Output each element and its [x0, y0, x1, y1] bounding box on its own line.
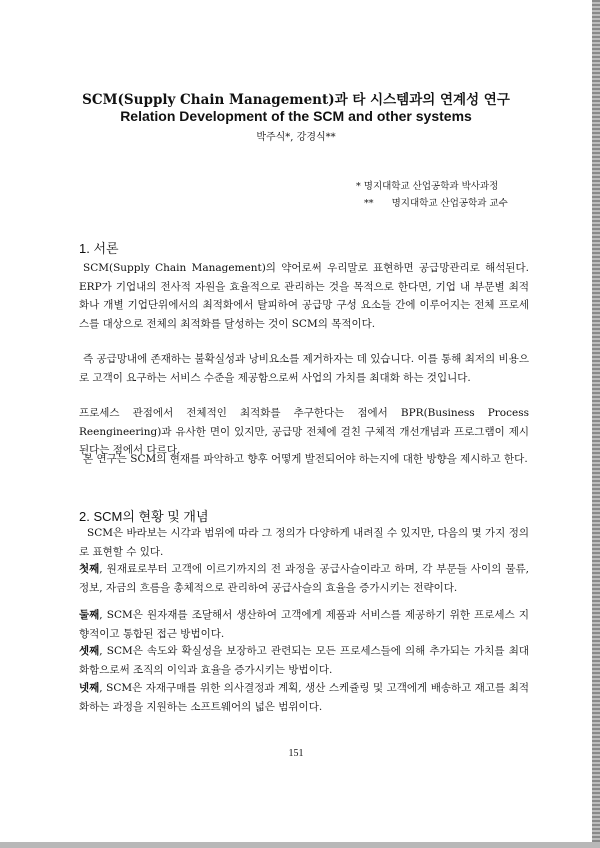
paper-title-english: Relation Development of the SCM and other systems [120, 108, 472, 124]
definition-item [79, 560, 529, 597]
definition-ordinal: 첫째 [79, 563, 100, 575]
body-paragraph: SCM(Supply Chain Management)의 약어로써 우리말로 표현하면 공급망관리로 해석된다. ERP가 기업내의 전사적 자원을 효율적으로 관리하는 것을 목적으로 한다면, 기업 내 부문별 최적화나 개별 기업단위에서의 최적화에서 탈피하여 공급망 구성 요소들 간에 이루어지는 전체 프로세스를 대상으로 전체의 최적화를 달성하는 것이 SCM의 목적이다. [79, 262, 529, 330]
definition-ordinal: 셋째 [79, 645, 100, 657]
body-paragraph: 즉 공급망내에 존재하는 불확실성과 낭비요소를 제거하자는 데 있습니다. 이를 통해 최저의 비용으로 고객이 요구하는 서비스 수준을 제공함으로써 사업의 가치를 최대화 하는 것입니다. [79, 353, 529, 384]
body-paragraph: 프로세스 관점에서 전체적인 최적화를 추구한다는 점에서 BPR(Business Process Reengineering)과 유사한 면이 있지만, 공급망 전체에 걸친 구체적 개선개념과 프로그램이 제시된다는 점에서 다르다. [79, 407, 529, 456]
section-heading-scm-status: 2. SCM의 현황 및 개념 [79, 509, 209, 524]
page-number: 151 [288, 748, 304, 759]
definition-text: , 원재료로부터 고객에 이르기까지의 전 과정을 공급사슬이라고 하며, 각 부문들 사이의 물류, 정보, 자금의 흐름을 총체적으로 관리하여 공급사슬의 효율을 증가시키는 전략이다. [79, 563, 529, 594]
section-heading-introduction: 1. 서론 [79, 241, 119, 256]
affiliation-2: ** 명지대학교 산업공학과 교수 [364, 198, 508, 209]
page-edge-bottom [0, 842, 600, 848]
body-paragraph: SCM은 바라보는 시각과 범위에 따라 그 정의가 다양하게 내려질 수 있지만, 다음의 몇 가지 정의로 표현할 수 있다. [79, 527, 529, 558]
definition-item [79, 606, 529, 643]
definition-ordinal: 둘째 [79, 609, 100, 621]
paper-title-korean: SCM(Supply Chain Management)과 타 시스템과의 연계성 연구 [82, 92, 510, 108]
body-paragraph: 본 연구는 SCM의 현재를 파악하고 향후 어떻게 발전되어야 하는지에 대한 방향을 제시하고 한다. [83, 453, 528, 465]
affiliation-1: * 명지대학교 산업공학과 박사과정 [356, 181, 499, 192]
definition-text: , SCM은 자재구매를 위한 의사결정과 계획, 생산 스케쥴링 및 고객에게 배송하고 재고를 최적화하는 과정을 지원하는 소프트웨어의 넓은 범위이다. [79, 682, 529, 713]
definition-item [79, 642, 529, 679]
author-line: 박주식*, 강경식** [256, 132, 336, 143]
definition-text: , SCM은 속도와 확실성을 보장하고 관련되는 모든 프로세스들에 의해 추가되는 가치를 최대화함으로써 조직의 이익과 효율을 증가시키는 방법이다. [79, 645, 529, 676]
definition-ordinal: 넷째 [79, 682, 100, 694]
page-edge-right [592, 0, 600, 848]
definition-item [79, 679, 529, 716]
definition-text: , SCM은 원자재를 조달해서 생산하여 고객에게 제품과 서비스를 제공하기 위한 프로세스 지향적이고 통합된 접근 방법이다. [79, 609, 529, 640]
